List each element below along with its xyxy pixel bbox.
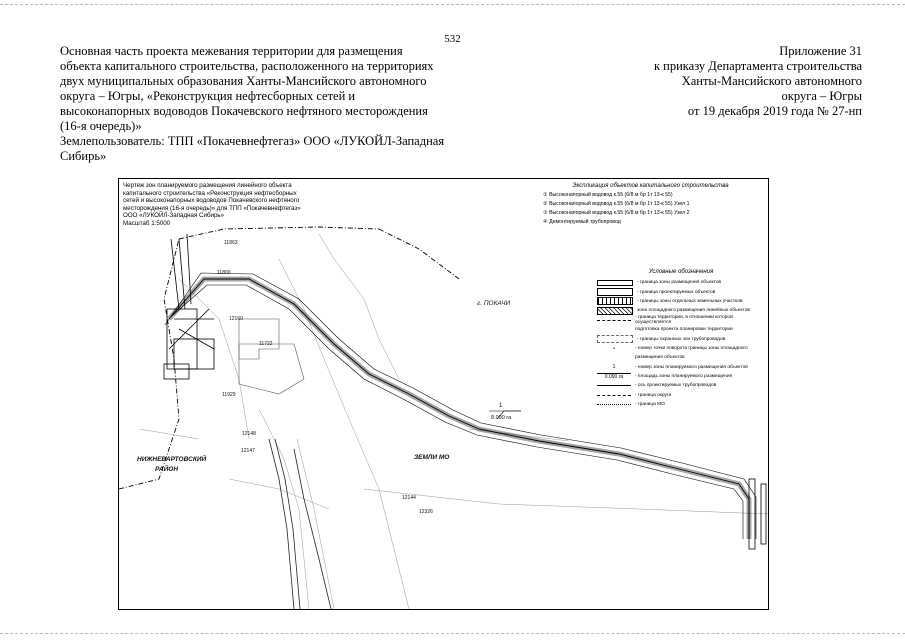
title-line: (16-я очередь)» <box>60 119 142 133</box>
legend-label: - граница проектируемых объектов <box>637 289 716 295</box>
appendix-line: Приложение 31 <box>779 44 862 58</box>
legend-row <box>597 316 765 325</box>
drawing-title-line: месторождения (16-я очередь)» для ТПП «Покачевнефтегаз» <box>123 204 301 212</box>
drawing-title-line: ООО «ЛУКОЙЛ-Западная Сибирь» <box>123 212 225 220</box>
legend-row <box>597 297 765 306</box>
plot-number: 12148 <box>242 431 256 437</box>
map-legend <box>597 269 765 409</box>
legend-label: размещения объектов <box>635 355 685 361</box>
title-line: округа – Югры, «Реконструкция нефтесборных сетей и <box>60 89 356 103</box>
title-line: Основная часть проекта межевания территории для размещения <box>60 44 403 58</box>
legend-label: - граница МО <box>635 402 665 408</box>
legend-label: - граница территории, в отношении которой осуществляется <box>635 315 733 326</box>
legend-row <box>597 334 765 343</box>
legend-label: - ось проектируемых трубопроводов <box>635 383 717 389</box>
zone-area-symbol: 0.090 га <box>597 373 631 380</box>
legend-label: - площадь зоны планируемого размещения <box>635 374 733 380</box>
turn-point-symbol: • <box>613 346 615 353</box>
appendix-line: к приказу Департамента строительства <box>653 59 862 73</box>
explication-table <box>543 182 758 227</box>
legend-row <box>597 344 765 353</box>
protection-zone-symbol <box>597 335 633 343</box>
explication-title: Экспликация объектов капитального строительства <box>572 183 729 189</box>
legend-label: - граница зоны размещения объектов <box>637 280 722 286</box>
plot-number: 11863 <box>224 240 238 246</box>
plot-number: 11722 <box>259 341 273 347</box>
plots-boundary-symbol <box>597 297 633 305</box>
explication-item: ③ Высоконапорный водовод к.55 (6/8 м бр 1т 13-к 55) Узел 2 <box>543 210 690 216</box>
explication-item: ④ Демонтируемый трубопровод <box>543 219 621 225</box>
map-drawing-frame <box>118 178 769 610</box>
drawing-title-line: капитального строительства «Реконструкция нефтесборных <box>123 189 297 197</box>
drawing-title-line: Чертеж зон планируемого размещения линейного объекта <box>123 182 292 189</box>
land-user-line: Сибирь» <box>60 149 107 163</box>
plot-number: 11929 <box>222 392 236 398</box>
appendix-line: Ханты-Мансийского автономного <box>681 74 862 88</box>
legend-row <box>597 287 765 296</box>
title-line: объекта капитального строительства, расположенного на территориях <box>60 59 434 73</box>
legend-label: подготовка проекта планировки территории <box>635 327 733 333</box>
district-boundary-symbol <box>597 395 631 396</box>
zone-area-label: 8.090 га <box>491 415 512 421</box>
zone-number-symbol: 1 <box>612 364 616 371</box>
legend-label: - номер зоны планируемого размещения объектов <box>635 364 748 370</box>
legend-label: зона площадного размещения линейных объектов <box>637 308 750 314</box>
city-label: г. ПОКАЧИ <box>477 300 511 307</box>
title-line: двух муниципальных образования Ханты-Мансийского автономного <box>60 74 427 88</box>
legend-label: - номер точки поворота границы зоны площадного <box>635 345 748 351</box>
territory-boundary-symbol <box>597 320 631 321</box>
legend-row <box>597 372 765 381</box>
legend-label: - границы зоны отдельных земельных участков <box>637 298 743 304</box>
plot-number: 11800 <box>217 270 231 276</box>
zone-number-label: 1 <box>499 403 503 409</box>
page-number: 532 <box>444 33 461 45</box>
legend-label: - граница округа <box>635 392 672 398</box>
scan-edge-top <box>0 4 905 5</box>
district-label: РАЙОН <box>155 466 179 473</box>
mo-boundary-symbol <box>597 404 631 405</box>
district-label: НИЖНЕВАРТОВСКИЙ <box>137 456 207 463</box>
zone-boundary-symbol <box>597 280 633 286</box>
legend-label: - границы охранных зон трубопроводов <box>637 336 726 342</box>
area-zone-symbol <box>597 307 633 315</box>
plot-number: 12160 <box>229 316 243 322</box>
land-user-line: Землепользователь: ТПП «Покачевнефтегаз» ООО «ЛУКОЙЛ-Западная <box>60 134 445 148</box>
legend-row <box>597 325 765 334</box>
legend-row <box>597 353 765 362</box>
plot-number: 12326 <box>419 509 433 515</box>
pipeline-axis-symbol <box>597 385 631 386</box>
document-title-block <box>60 44 470 164</box>
legend-row <box>597 391 765 400</box>
title-line: высоконапорных водоводов Покачевского нефтяного месторождения <box>60 104 428 118</box>
legend-row <box>597 278 765 287</box>
appendix-line: округа – Югры <box>781 89 862 103</box>
appendix-line: от 19 декабря 2019 года № 27-нп <box>687 104 862 118</box>
land-label: ЗЕМЛИ МО <box>414 454 450 461</box>
explication-item: ① Высоконапорный водовод к.55 (6/8 м бр 1т 13-к 55) <box>543 192 673 198</box>
legend-row <box>597 381 765 390</box>
legend-row <box>597 363 765 372</box>
scan-edge-bottom <box>0 633 905 634</box>
plot-number: 12144 <box>402 495 416 501</box>
legend-title: Условные обозначения <box>648 269 714 275</box>
drawing-title-line: сетей и высоконапорных водоводов Покачевского нефтяного <box>123 197 300 205</box>
drawing-title <box>123 182 323 228</box>
legend-row <box>597 400 765 409</box>
explication-item: ② Высоконапорный водовод к.55 (6/8 м бр 1т 13-к 55) Узел 1 <box>543 201 690 207</box>
project-boundary-symbol <box>597 288 633 296</box>
drawing-scale: Масштаб 1:5000 <box>123 219 171 227</box>
appendix-block <box>640 44 862 119</box>
plot-number: 12147 <box>241 448 255 454</box>
